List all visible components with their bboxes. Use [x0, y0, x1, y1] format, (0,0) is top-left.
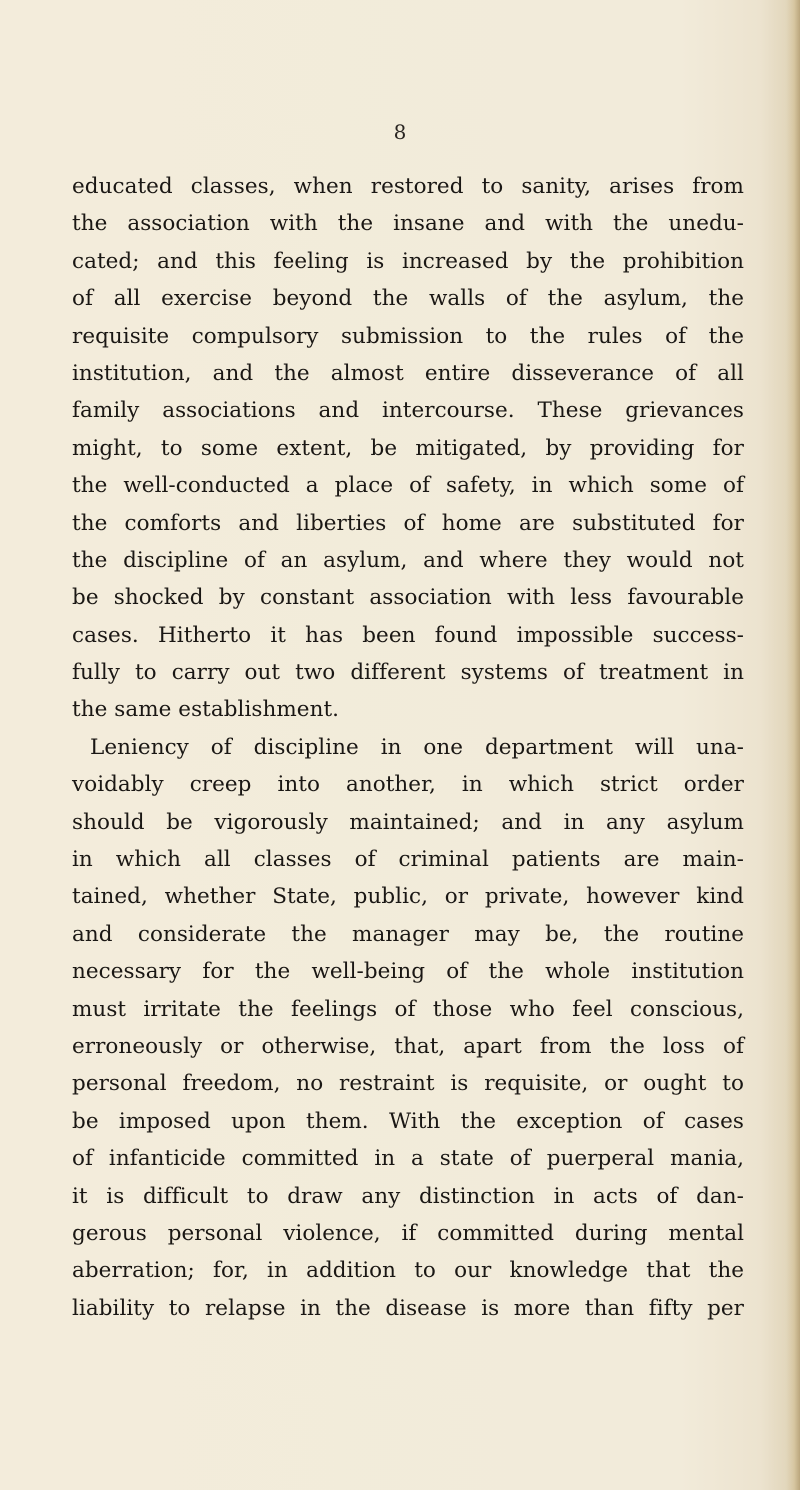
text-line: the same establishment.: [72, 697, 340, 723]
text-line: and considerate the manager may be, the routine: [72, 921, 744, 947]
text-line: might, to some extent, be mitigated, by providing for: [72, 435, 744, 461]
text-line: personal freedom, no restraint is requisite, or ought to: [72, 1071, 744, 1097]
text-line: the discipline of an asylum, and where they would not: [72, 547, 744, 573]
page-edge-shadow: [786, 0, 800, 1490]
text-line: institution, and the almost entire disseverance of all: [72, 360, 744, 386]
text-line: tained, whether State, public, or private, however kind: [72, 884, 744, 910]
text-line: voidably creep into another, in which strict order: [72, 772, 744, 798]
page-number: 8: [393, 120, 407, 144]
text-line: educated classes, when restored to sanity, arises from: [72, 174, 744, 199]
text-line: of infanticide committed in a state of puerperal mania,: [72, 1146, 744, 1172]
text-line: cases. Hitherto it has been found impossible success-: [72, 622, 744, 648]
paragraph-start-line: Leniency of discipline in one department will una-: [90, 734, 744, 760]
text-line: gerous personal violence, if committed during mental: [72, 1220, 744, 1246]
text-line: fully to carry out two different systems of treatment in: [72, 660, 744, 686]
text-line: be shocked by constant association with less favourable: [72, 585, 744, 611]
body-text: [72, 168, 744, 1327]
text-line: the well-conducted a place of safety, in which some of: [72, 473, 744, 499]
text-line: in which all classes of criminal patients are main-: [72, 847, 744, 873]
text-line: liability to relapse in the disease is more than fifty per: [72, 1295, 744, 1321]
text-line: must irritate the feelings of those who feel conscious,: [72, 996, 744, 1022]
text-line: the comforts and liberties of home are substituted for: [72, 510, 744, 536]
text-line: of all exercise beyond the walls of the asylum, the: [72, 286, 744, 312]
text-line: family associations and intercourse. These grievances: [72, 398, 744, 424]
text-line: erroneously or otherwise, that, apart from the loss of: [72, 1033, 744, 1059]
text-line: necessary for the well-being of the whole institution: [72, 959, 744, 985]
text-line: the association with the insane and with the unedu-: [72, 211, 744, 237]
text-line: should be vigorously maintained; and in any asylum: [72, 809, 744, 835]
text-line: aberration; for, in addition to our knowledge that the: [72, 1258, 744, 1284]
text-line: requisite compulsory submission to the rules of the: [72, 323, 744, 349]
text-line: cated; and this feeling is increased by the prohibition: [72, 248, 744, 274]
text-line: it is difficult to draw any distinction in acts of dan-: [72, 1183, 744, 1209]
text-line: be imposed upon them. With the exception of cases: [72, 1108, 744, 1134]
